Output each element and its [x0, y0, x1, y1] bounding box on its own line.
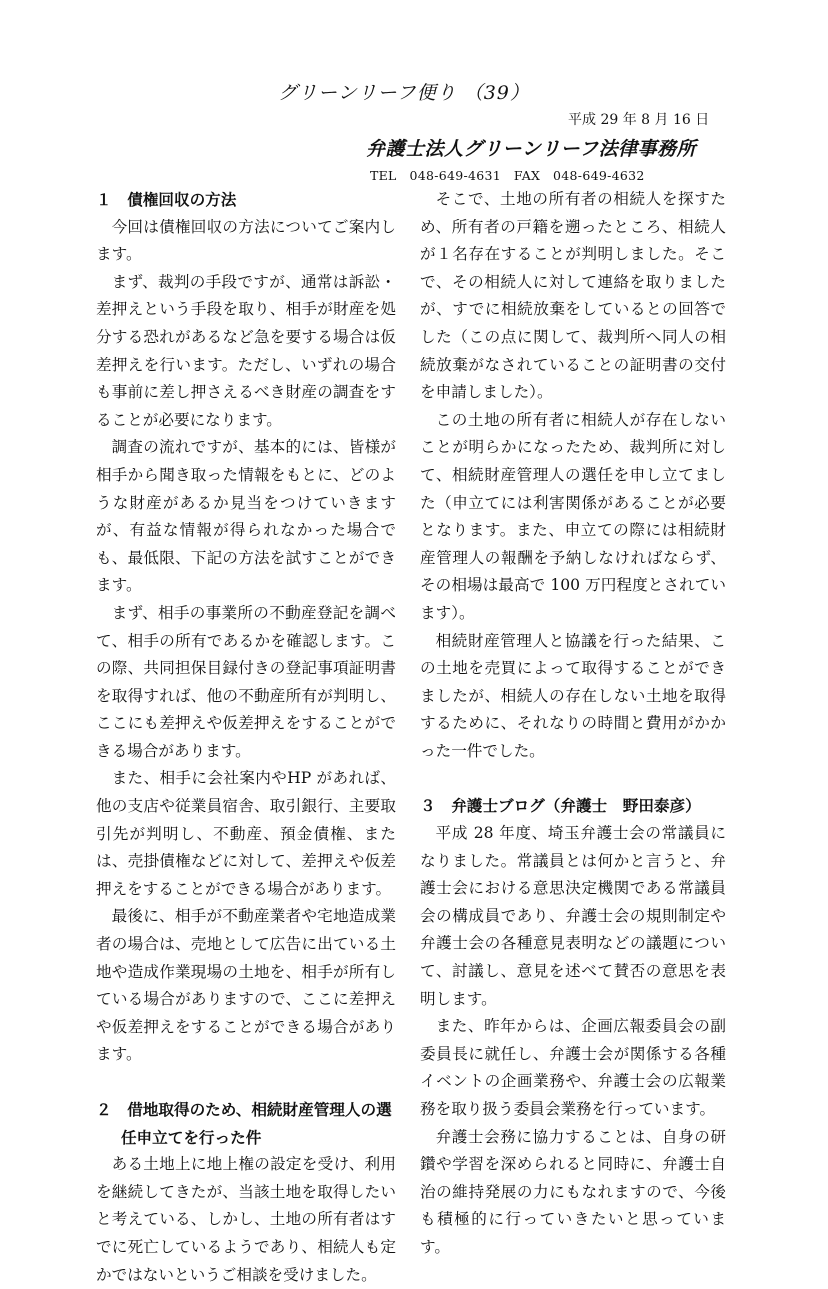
section3-paragraph: また、昨年からは、企画広報委員会の副委員長に就任し、弁護士会が関係する各種イベントの企画業務や、弁護士会の広報業務を取り扱う委員会業務を行っています。 — [420, 1017, 726, 1118]
section2-paragraph: そこで、土地の所有者の相続人を探すため、所有者の戸籍を遡ったところ、相続人が１名存在することが判明しました。そこで、その相続人に対して連絡を取りましたが、すでに相続放棄をしているとの回答でした（この点に関して、裁判所へ同人の相続放棄がなされていることの証明書の交付を申請しました）。 — [420, 190, 726, 402]
right-column — [420, 186, 726, 1262]
section3-heading: ３ 弁護士ブログ（弁護士 野田泰彦） — [420, 796, 701, 816]
section1-paragraph: まず、裁判の手段ですが、通常は訴訟・差押えという手段を取り、相手が財産を処分する恐れがあるなど急を要する場合は仮差押えを行います。ただし、いずれの場合も事前に差し押さえるべき財産の調査をすることが必要になります。 — [96, 272, 396, 429]
section2-heading: ２ 借地取得のため、相続財産管理人の選任申立てを行った件 — [96, 1100, 392, 1147]
section1-paragraph: 最後に、相手が不動産業者や宅地造成業者の場合は、売地として広告に出ている土地や造成作業現場の土地を、相手が所有している場合がありますので、ここに差押えや仮差押えをすることができる場合があります。 — [96, 907, 396, 1064]
firm-name: 弁護士法人グリーンリーフ法律事務所 — [366, 138, 697, 160]
section1-paragraph: また、相手に会社案内やHP があれば、他の支店や従業員宿舎、取引銀行、主要取引先が判明し、不動産、預金債権、または、売掛債権などに対して、差押えや仮差押えをすることができる場合があります。 — [96, 769, 396, 898]
section1-heading: １ 債権回収の方法 — [96, 190, 237, 209]
left-column — [96, 186, 396, 1289]
section3-paragraph: 弁護士会務に協力することは、自身の研鑽や学習を深められると同時に、弁護士自治の維持発展の力にもなれますので、今後も積極的に行っていきたいと思っています。 — [420, 1127, 726, 1256]
section2-paragraph: この土地の所有者に相続人が存在しないことが明らかになったため、裁判所に対して、相続財産管理人の選任を申し立てました（申立てには利害関係があることが必要となります。また、申立ての際には相続財産管理人の報酬を予納しなければならず、その相場は最高で 100 万円程度とされています）。 — [420, 410, 726, 622]
issue-date: 平成 29 年 8 月 16 日 — [568, 112, 710, 128]
section1-paragraph: 今回は債権回収の方法についてご案内します。 — [96, 217, 396, 264]
section2-paragraph: ある土地上に地上権の設定を受け、利用を継続してきたが、当該土地を取得したいと考えている、しかし、土地の所有者はすでに死亡しているようであり、相続人も定かではないというご相談を受けました。 — [96, 1155, 396, 1284]
section1-paragraph: まず、相手の事業所の不動産登記を調べて、相手の所有であるかを確認します。この際、共同担保目録付きの登記事項証明書を取得すれば、他の不動産所有が判明し、ここにも差押えや仮差押えをすることができる場合があります。 — [96, 603, 396, 760]
newsletter-title: グリーンリーフ便り （39） — [278, 82, 530, 104]
contact-info: TEL 048‐649‐4631 FAX 048‐649‐4632 — [370, 168, 645, 183]
section2-paragraph: 相続財産管理人と協議を行った結果、この土地を売買によって取得することができましたが、相続人の存在しない土地を取得するために、それなりの時間と費用がかかった一件でした。 — [420, 631, 726, 760]
section1-paragraph: 調査の流れですが、基本的には、皆様が相手から聞き取った情報をもとに、どのような財産があるか見当をつけていきますが、有益な情報が得られなかった場合でも、最低限、下記の方法を試すことができます。 — [96, 438, 396, 595]
section3-paragraph: 平成 28 年度、埼玉弁護士会の常議員になりました。常議員とは何かと言うと、弁護士会における意思決定機関である常議員会の構成員であり、弁護士会の規則制定や弁護士会の各種意見表明などの議題について、討議し、意見を述べて賛否の意思を表明します。 — [420, 824, 726, 1008]
